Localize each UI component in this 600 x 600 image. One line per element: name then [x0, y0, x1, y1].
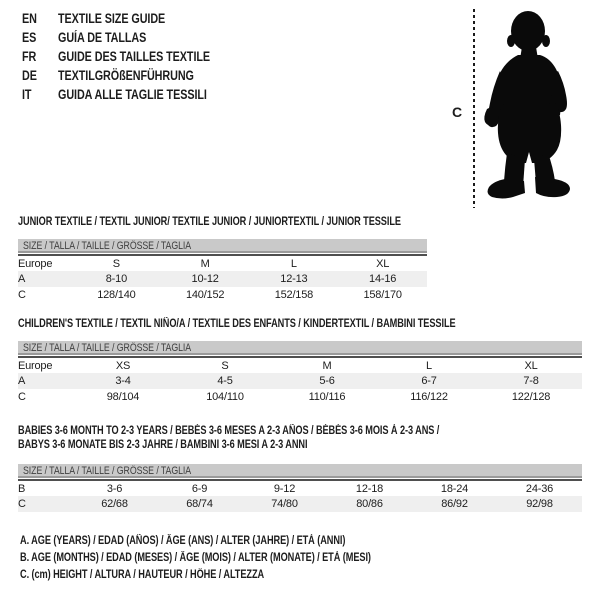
- size-value-cell: 128/140: [97, 289, 136, 301]
- size-value-cell: XS: [115, 359, 131, 372]
- language-code: DE: [22, 68, 37, 83]
- table-title-text: BABYS 3-6 MONATE BIS 2-3 JAHRE / BAMBINI 3-6 MESI A 2-3 ANNI: [18, 439, 308, 451]
- row-label: Europe: [18, 257, 53, 270]
- babies-size-table: [18, 479, 582, 512]
- size-value-cell: 74/80: [271, 498, 298, 510]
- legend-note: [20, 533, 459, 550]
- size-header-bar: [18, 341, 582, 355]
- table-row: [18, 496, 582, 512]
- language-code: FR: [22, 49, 37, 64]
- size-value-cell: 110/116: [308, 391, 346, 403]
- size-header-text: SIZE / TALLA / TAILLE / GRÖSSE / TAGLIA: [23, 465, 192, 477]
- height-measure-label: C: [452, 104, 463, 120]
- table-title: [18, 317, 582, 331]
- language-row: [22, 87, 248, 106]
- table-row: [18, 287, 427, 303]
- size-value-cell: 104/110: [206, 391, 244, 403]
- table-title-line: [18, 424, 582, 438]
- size-value-cell: L: [426, 359, 432, 372]
- size-value-cell: 62/68: [101, 498, 128, 510]
- table-title: [18, 424, 582, 452]
- legend-note: [20, 567, 459, 584]
- size-value-cell: L: [290, 257, 297, 270]
- row-label: A: [18, 375, 26, 387]
- size-value-cell: 6-7: [421, 375, 437, 387]
- size-value-cell: 140/152: [185, 289, 225, 301]
- legend-note-text: B. AGE (MONTHS) / EDAD (MESES) / ÂGE (MOIS) / ALTER (MONATE) / ETÀ (MESI): [20, 552, 371, 564]
- size-header-bar: [18, 464, 582, 478]
- language-row: [22, 11, 248, 30]
- table-row: [18, 480, 582, 496]
- size-value-cell: 9-12: [273, 482, 296, 495]
- baby-silhouette-icon: [478, 5, 580, 211]
- language-row: [22, 68, 248, 87]
- legend-note-text: A. AGE (YEARS) / EDAD (AÑOS) / ÂGE (ANS) / ALTER (JAHRE) / ETÀ (ANNI): [20, 535, 346, 547]
- babies-textile-section: [18, 424, 582, 512]
- size-value-cell: 98/104: [106, 391, 140, 403]
- junior-textile-section: [18, 215, 427, 303]
- size-header-bar: [18, 239, 427, 253]
- language-row: [22, 49, 248, 68]
- row-label: C: [18, 391, 26, 403]
- children-size-table: [18, 356, 582, 405]
- size-value-cell: XL: [524, 359, 538, 372]
- row-label: Europe: [18, 359, 53, 372]
- language-code: EN: [22, 11, 37, 26]
- size-value-cell: 14-16: [369, 273, 397, 285]
- size-header-text: SIZE / TALLA / TAILLE / GRÖSSE / TAGLIA: [23, 342, 192, 354]
- size-value-cell: 8-10: [105, 273, 127, 285]
- language-title: TEXTILE SIZE GUIDE: [58, 11, 166, 26]
- size-value-cell: 80/86: [356, 498, 383, 510]
- legend-notes: [20, 533, 459, 584]
- size-value-cell: 18-24: [440, 482, 469, 495]
- children-textile-section: [18, 317, 582, 405]
- size-value-cell: M: [200, 257, 210, 270]
- size-value-cell: 10-12: [191, 273, 219, 285]
- size-value-cell: S: [112, 257, 120, 270]
- language-title: GUIDE DES TAILLES TEXTILE: [58, 49, 211, 64]
- size-value-cell: 4-5: [217, 375, 233, 387]
- size-value-cell: 116/122: [410, 391, 448, 403]
- language-title: GUIDA ALLE TAGLIE TESSILI: [58, 87, 207, 102]
- row-label: A: [18, 273, 26, 285]
- table-title: [18, 215, 427, 229]
- size-value-cell: 152/158: [274, 289, 314, 301]
- size-value-cell: 6-9: [191, 482, 208, 495]
- language-code: IT: [22, 87, 32, 102]
- row-label: B: [18, 482, 26, 495]
- height-dotted-line: [473, 9, 475, 208]
- size-value-cell: 122/128: [511, 391, 551, 403]
- table-title-line: [18, 438, 582, 452]
- table-title-line: [18, 317, 582, 331]
- size-value-cell: 24-36: [525, 482, 554, 495]
- language-title: GUÍA DE TALLAS: [58, 30, 147, 45]
- size-value-cell: 3-4: [115, 375, 131, 387]
- junior-size-table: [18, 254, 427, 303]
- table-row: [18, 389, 582, 405]
- size-value-cell: M: [322, 359, 332, 372]
- size-value-cell: 3-6: [106, 482, 123, 495]
- table-row: [18, 357, 582, 373]
- size-value-cell: S: [221, 359, 229, 372]
- size-value-cell: 7-8: [523, 375, 539, 387]
- table-row: [18, 373, 582, 389]
- table-title-text: BABIES 3-6 MONTH TO 2-3 YEARS / BEBÉS 3-6 MESES A 2-3 AÑOS / BÉBÉS 3-6 MOIS À 2-3 ANS /: [18, 425, 440, 437]
- size-value-cell: 12-13: [280, 273, 308, 285]
- size-value-cell: 5-6: [319, 375, 335, 387]
- size-value-cell: 92/98: [526, 498, 553, 510]
- table-title-text: CHILDREN'S TEXTILE / TEXTIL NIÑO/A / TEXTILE DES ENFANTS / KINDERTEXTIL / BAMBINI TESSILE: [18, 318, 456, 330]
- table-title-text: JUNIOR TEXTILE / TEXTIL JUNIOR/ TEXTILE JUNIOR / JUNIORTEXTIL / JUNIOR TESSILE: [18, 216, 401, 228]
- language-list: [22, 11, 248, 106]
- size-value-cell: 68/74: [186, 498, 213, 510]
- size-value-cell: 86/92: [441, 498, 468, 510]
- legend-note-text: C. (cm) HEIGHT / ALTURA / HAUTEUR / HÖHE / ALTEZZA: [20, 569, 265, 581]
- table-title-line: [18, 215, 427, 229]
- row-label: C: [18, 289, 26, 301]
- legend-note: [20, 550, 459, 567]
- table-row: [18, 271, 427, 287]
- size-value-cell: XL: [376, 257, 390, 270]
- size-header-text: SIZE / TALLA / TAILLE / GRÖSSE / TAGLIA: [23, 240, 192, 252]
- row-label: C: [18, 498, 26, 510]
- language-row: [22, 30, 248, 49]
- table-row: [18, 255, 427, 271]
- language-title: TEXTILGRÖßENFÜHRUNG: [58, 68, 194, 83]
- size-value-cell: 158/170: [363, 289, 402, 301]
- language-code: ES: [22, 30, 37, 45]
- size-value-cell: 12-18: [355, 482, 384, 495]
